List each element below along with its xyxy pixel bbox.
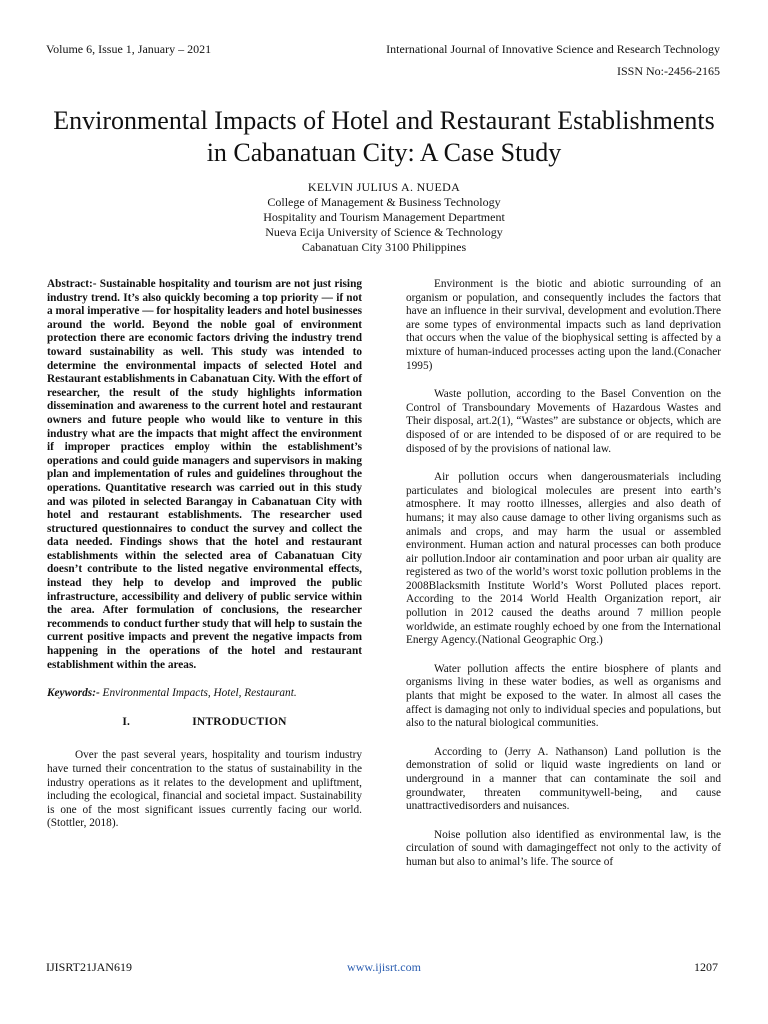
keywords-text: Environmental Impacts, Hotel, Restaurant. xyxy=(99,687,297,700)
paragraph-environment: Environment is the biotic and abiotic surrounding of an organism or population, and consequently includes the factors that have an influence in their survival, development and evolution.There are some types of environmental impacts such as land deprivation that occurs when the value of the biophysical setting is affected by a mixture of human-induced processes acting upon the land.(Conacher 1995) xyxy=(406,278,721,372)
paragraph-air-pollution: Air pollution occurs when dangerousmaterials including particulates and biological molecules are present into earth’s atmosphere. It may rootto illnesses, allergies and also death of humans; it may also cause damage to other living organisms such as animals and crops, and may harm the usual or assembled environment. Human action and natural processes can both produce air pollution.Indoor air contamination and poor urban air quality are registered as two of the world’s worst toxic pollution problems in the 2008Blacksmith Institute World’s Worst Polluted places report. According to the 2014 World Health Organization report, air pollution in 2012 caused the deaths around 7 million people worldwide, an estimate roughly echoed by one from the International Energy Agency.(National Geographic Org.) xyxy=(406,471,721,647)
issn-number: ISSN No:-2456-2165 xyxy=(616,64,720,78)
keywords xyxy=(47,687,362,701)
section-number: I. xyxy=(122,715,131,728)
author-affiliation-department: Hospitality and Tourism Management Department xyxy=(263,210,505,224)
page-number: 1207 xyxy=(694,960,718,974)
article-code: IJISRT21JAN619 xyxy=(46,960,132,974)
section-heading-introduction xyxy=(47,716,362,730)
paragraph-noise-pollution: Noise pollution also identified as environmental law, is the circulation of sound with damagingeffect not only to the activity of human but also to animal’s life. The source of xyxy=(406,828,721,868)
left-column xyxy=(47,278,362,846)
journal-name: International Journal of Innovative Science and Research Technology xyxy=(386,42,720,56)
website-link[interactable]: www.ijisrt.com xyxy=(347,960,421,974)
author-address: Cabanatuan City 3100 Philippines xyxy=(301,240,467,254)
right-column xyxy=(406,278,721,885)
paragraph-water-pollution: Water pollution affects the entire biosphere of plants and organisms living in these water bodies, as well as organisms and plants that might be exposed to the water. In almost all cases the affect is damaging not only to individual species and populations, but also to the natural biological communities. xyxy=(406,662,721,730)
keywords-label: Keywords:- xyxy=(47,687,100,700)
journal-website xyxy=(0,960,768,975)
paragraph-land-pollution: According to (Jerry A. Nathanson) Land pollution is the demonstration of solid or liquid waste ingredients on land or underground in a manner that can contaminate the soil and groundwater, threaten communitywell-being, and cause unattractivedisorders and nuisances. xyxy=(406,745,721,813)
author-block xyxy=(0,180,768,255)
abstract: Abstract:- Sustainable hospitality and tourism are not just rising industry trend. It’s also quickly becoming a top priority — if not a moral imperative — for hospitality leaders and hotel businesses around the world. Beyond the noble goal of environment protection there are economic factors driving the industry trend toward sustainability as well. This study was intended to determine the environmental impacts of selected Hotel and Restaurant establishments in Cabanatuan City. With the effort of researcher, the result of the study highlights information dissemination and awareness to the current hotel and restaurant owners and future people who would like to venture in this industry what are the impacts that might affect the environment if improper practices employ within the establishment’s operations and could guide managers and supervisors in making plan and implementation of rules and guidelines throughout the operations. Quantitative research was carried out in this study and was piloted in selected Barangay in Cabanatuan City with hotel and restaurant establishments. The researcher used structured questionnaires to conduct the survey and collect the data needed. Findings shows that the hotel and restaurant establishments within the selected area of Cabanatuan City doesn’t contribute to the listed negative environmental effects, instead they help to develop and improved the public infrastructure, accessibility and delivery of public service within the area. After formulation of conclusions, the researcher recommends to conduct further study that will help to sustain the current positive impacts and prevent the negative impacts from happening in the operations of the hotel and restaurant establishment within the areas. xyxy=(47,278,362,671)
journal-volume: Volume 6, Issue 1, January – 2021 xyxy=(46,42,212,56)
paragraph-waste-pollution: Waste pollution, according to the Basel Convention on the Control of Transboundary Movements of Hazardous Wastes and Their disposal, art.2(1), “Wastes” are substance or objects, which are disposed of or are intended to be disposed of or are required to be disposed of by the provisions of national law. xyxy=(406,388,721,455)
author-affiliation-college: College of Management & Business Technology xyxy=(267,195,501,209)
author-name: KELVIN JULIUS A. NUEDA xyxy=(307,180,461,194)
intro-paragraph: Over the past several years, hospitality and tourism industry have turned their concentration to the status of sustainability in the industry operations as it relates to the development and upliftment, including the ecological, financial and societal impact. Sustainability is one of the most significant issues currently facing our world. (Stottler, 2018). xyxy=(47,749,362,830)
section-title: INTRODUCTION xyxy=(192,715,287,728)
author-affiliation-university: Nueva Ecija University of Science & Technology xyxy=(265,225,503,239)
paper-title: Environmental Impacts of Hotel and Restaurant Establishments in Cabanatuan City: A Case Study xyxy=(53,106,715,168)
